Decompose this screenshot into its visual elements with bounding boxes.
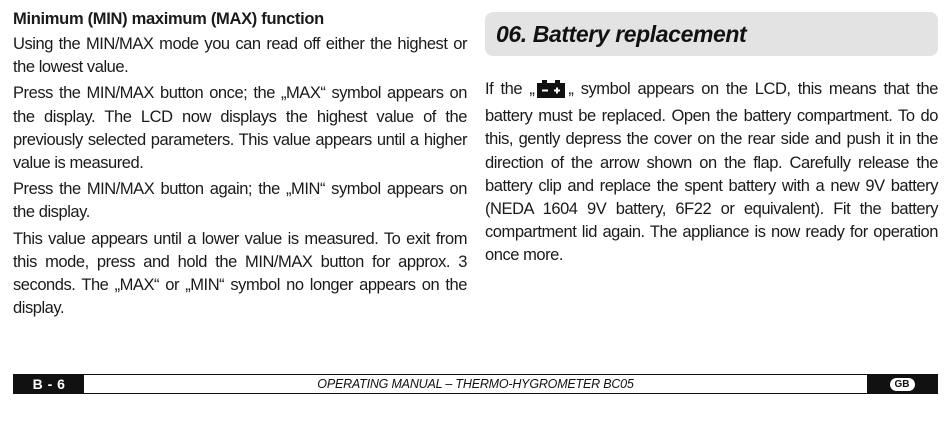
minmax-paragraph-4: This value appears until a lower value is measured. To exit from this mode, press and hold the MIN/MAX button for approx. 3 seconds. The „MAX“ or „MIN“ symbol no longer appears on the display. [13,229,467,318]
left-column [13,8,467,320]
page-footer [13,374,938,394]
language-block [867,375,937,393]
section-title: 06. Battery replacement [496,20,747,47]
battery-icon [537,80,565,105]
minmax-paragraph-2: Press the MIN/MAX button once; the „MAX“ symbol appears on the display. The LCD now displays the highest value of the previously selected parameters. This value appears until a higher value is measured. [13,84,467,173]
battery-text-before: If the „ [485,80,535,98]
minmax-subheading: Minimum (MIN) maximum (MAX) function [13,10,324,28]
minmax-paragraph-1: Using the MIN/MAX mode you can read off either the highest or the lowest value. [13,35,467,77]
page-number: B - 6 [14,375,84,393]
minmax-paragraph-3: Press the MIN/MAX button again; the „MIN“ symbol appears on the display. [13,180,467,222]
right-column [485,12,938,268]
footer-title: OPERATING MANUAL – THERMO-HYGROMETER BC05 [317,377,634,391]
section-header-box [485,12,938,56]
battery-text-after: „ symbol appears on the LCD, this means that the battery must be replaced. Open the battery compartment. To do this, gently depress the cover on the rear side and push it in the direction of the arrow shown on the flap. Carefully release the battery clip and replace the spent battery with a new 9V battery (NEDA 1604 9V battery, 6F22 or equivalent). Fit the battery compartment lid again. The appliance is now ready for operation once more. [485,80,939,265]
battery-paragraph [485,78,938,268]
language-badge: GB [890,378,915,391]
